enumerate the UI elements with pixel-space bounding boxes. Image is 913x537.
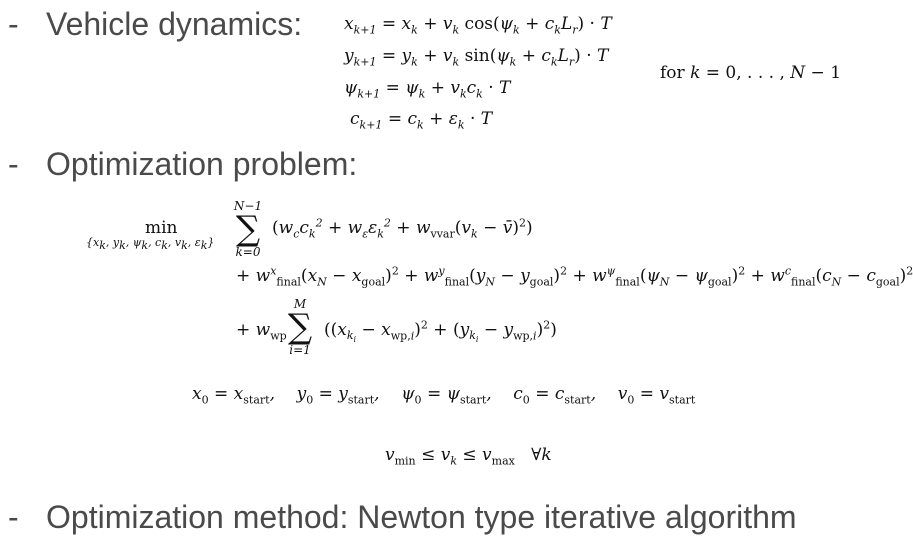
dynamics-eq-x: $x_{k+1} = x_k + v_k$ $\cos(\psi_k + c_kL_r) \cdot T$	[344, 14, 612, 37]
dynamics-eq-psi: $\psi_{k+1} = \psi_k + v_kc_k \cdot T$	[344, 78, 511, 101]
objective-term-3: $((x_{k_i} - x_{wp,i})^2 + (y_{k_i} - y_{wp,i})^2)$	[324, 318, 557, 345]
min-variables: {$x_k$, $y_k$, $\psi_k$, $c_k$, $v_k$, $\varepsilon_k$}	[86, 236, 215, 253]
sum-1	[228, 200, 268, 258]
bullet-text: Vehicle dynamics:	[46, 6, 303, 42]
sigma-icon: ∑	[235, 209, 261, 249]
bullet-dash: -	[8, 146, 19, 182]
initial-conditions: $x_0 = x_{start}$, $y_0 = y_{start}$, $\psi_0 = \psi_{start}$, $c_0 = c_{start}$, $v_0 = v_{start}$	[192, 384, 696, 407]
bullet-text: Optimization problem:	[46, 146, 358, 182]
sigma-icon: ∑	[287, 307, 313, 347]
sum-1-upper: N−1	[233, 199, 263, 213]
sum-2	[280, 298, 320, 356]
objective-term-2: + $w^x_{final}(x_N - x_{goal})^2 + w^y_{final}(y_N - y_{goal})^2 + w^\psi_{final}(\psi_N - \psi_{goal})^2 + w^c_{final}(c_N - c_{goal})^2$	[236, 264, 913, 289]
dynamics-eq-y: $y_{k+1} = y_k + v_k$ $\sin(\psi_k + c_kL_r) \cdot T$	[344, 46, 609, 69]
min-operator: min	[145, 218, 178, 238]
sum-1-lower: k=0	[235, 245, 261, 259]
dynamics-eq-c: $c_{k+1} = c_k + \varepsilon_k \cdot T$	[350, 109, 493, 132]
bullet-dash: -	[8, 499, 19, 535]
objective-term-3-weight: + $w_{wp}$	[236, 320, 287, 343]
dynamics-range: for k = 0, . . . , N − 1	[660, 63, 842, 83]
bullet-dash: -	[8, 6, 19, 42]
velocity-bounds: $v_{min} \le v_k \le v_{max}$ ∀k	[385, 445, 552, 468]
objective-term-1: ($w_cc_k^2 + w_\varepsilon\varepsilon_k^2 + w_{vvar}(v_k$ − v̄)$^2$)	[272, 216, 533, 241]
sum-2-upper: M	[293, 297, 307, 311]
sum-2-lower: i=1	[289, 343, 311, 357]
bullet-text: Optimization method: Newton type iterative algorithm	[46, 499, 797, 535]
